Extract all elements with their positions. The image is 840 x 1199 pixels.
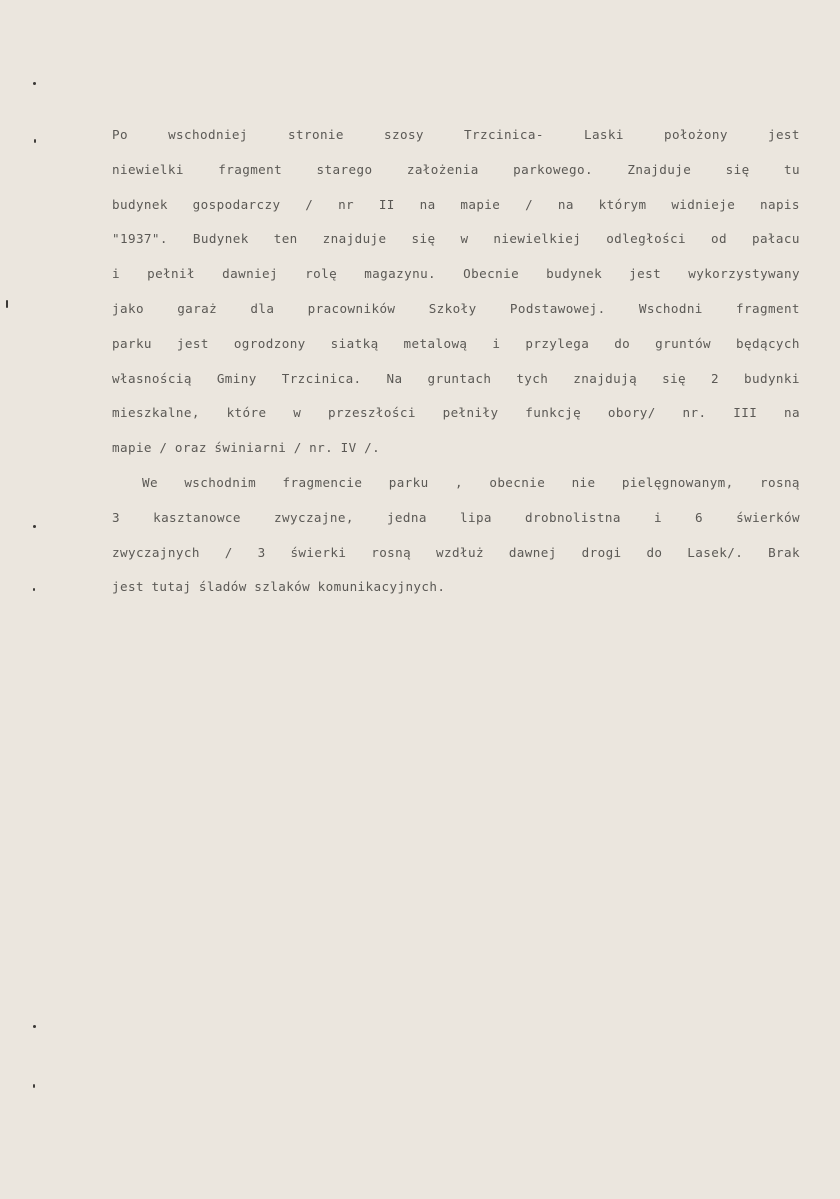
text-line bbox=[112, 333, 800, 368]
word: / bbox=[525, 196, 534, 212]
text-line bbox=[112, 437, 800, 472]
word: przeszłości bbox=[328, 405, 416, 421]
word: świerków bbox=[736, 509, 800, 525]
word: wschodniej bbox=[168, 127, 248, 142]
word: rosną bbox=[760, 474, 800, 490]
word: nr bbox=[338, 196, 355, 212]
word: pałacu bbox=[751, 231, 800, 247]
word: wykorzystywany bbox=[688, 266, 800, 282]
word: metalową bbox=[403, 335, 468, 351]
word: parku bbox=[112, 335, 152, 351]
word: ogrodzony bbox=[233, 335, 306, 351]
word: znajdują bbox=[573, 370, 638, 386]
word: jest bbox=[176, 335, 209, 351]
word: III bbox=[733, 405, 758, 421]
text-line bbox=[112, 228, 800, 263]
text-line bbox=[112, 507, 800, 542]
word: Budynek bbox=[192, 231, 249, 247]
word: świniarni bbox=[214, 440, 287, 456]
word: do bbox=[614, 335, 631, 351]
word: jedna bbox=[386, 509, 427, 525]
word: pracowników bbox=[307, 300, 396, 316]
word: i bbox=[653, 509, 662, 525]
word: IV bbox=[340, 440, 357, 456]
word: na bbox=[557, 196, 574, 212]
word: /. bbox=[364, 440, 381, 456]
word: jest bbox=[767, 127, 800, 142]
word: Lasek/. bbox=[687, 544, 744, 560]
word: starego bbox=[316, 161, 373, 177]
word: śladów bbox=[198, 579, 247, 595]
word: mieszkalne, bbox=[112, 405, 200, 421]
word: się bbox=[725, 161, 750, 177]
word: 6 bbox=[695, 509, 704, 525]
word: Gminy bbox=[216, 370, 257, 386]
word: jest bbox=[112, 579, 144, 595]
word: fragment bbox=[736, 300, 800, 316]
word: lipa bbox=[459, 509, 492, 525]
text-line bbox=[112, 124, 800, 159]
word: Podstawowej. bbox=[509, 300, 606, 316]
word: wzdłuż bbox=[436, 544, 484, 560]
word: Znajduje bbox=[627, 161, 692, 177]
word: pielęgnowanym, bbox=[621, 474, 734, 490]
word: / bbox=[293, 440, 302, 456]
word: gospodarczy bbox=[192, 196, 281, 212]
word: 3 bbox=[112, 509, 120, 525]
word: gruntach bbox=[427, 370, 492, 386]
word: / bbox=[159, 440, 168, 456]
word: parku bbox=[388, 474, 429, 490]
margin-mark bbox=[33, 82, 36, 85]
text-line bbox=[112, 194, 800, 229]
word: obecnie bbox=[489, 474, 546, 490]
margin-mark bbox=[33, 1084, 35, 1088]
word: rosną bbox=[371, 544, 412, 560]
word: garaż bbox=[177, 300, 218, 316]
word: widnieje bbox=[671, 196, 736, 212]
word: II bbox=[378, 196, 395, 212]
word: Trzcinica. bbox=[281, 370, 362, 386]
word: nie bbox=[571, 474, 596, 490]
word: fragment bbox=[218, 161, 283, 177]
word: magazynu. bbox=[364, 266, 437, 282]
word: nr. bbox=[309, 440, 334, 456]
word: które bbox=[226, 405, 267, 421]
word: napis bbox=[759, 196, 800, 212]
word: We bbox=[142, 474, 158, 490]
word: w bbox=[293, 405, 302, 421]
text-line bbox=[112, 472, 800, 507]
word: komunikacyjnych. bbox=[317, 579, 446, 595]
word: niewielki bbox=[112, 161, 184, 177]
word: się bbox=[662, 370, 687, 386]
word: rolę bbox=[305, 266, 338, 282]
word: świerki bbox=[290, 544, 347, 560]
word: / bbox=[224, 544, 233, 560]
word: będących bbox=[736, 335, 800, 351]
word: jako bbox=[112, 300, 144, 316]
word: mapie bbox=[460, 196, 501, 212]
word: odległości bbox=[606, 231, 687, 247]
word: mapie bbox=[112, 440, 152, 456]
word: Na bbox=[386, 370, 403, 386]
text-line bbox=[112, 159, 800, 194]
word: do bbox=[646, 544, 663, 560]
word: , bbox=[455, 474, 463, 490]
text-line bbox=[112, 263, 800, 298]
word: jest bbox=[629, 266, 662, 282]
word: i bbox=[112, 266, 120, 282]
word: funkcję bbox=[525, 405, 582, 421]
word: "1937". bbox=[112, 231, 168, 247]
word: przylega bbox=[525, 335, 590, 351]
word: Trzcinica- bbox=[464, 127, 544, 142]
body-text bbox=[112, 124, 800, 611]
word: siatką bbox=[330, 335, 379, 351]
word: Po bbox=[112, 127, 128, 142]
text-line bbox=[112, 368, 800, 403]
margin-mark bbox=[6, 300, 8, 308]
text-line bbox=[112, 298, 800, 333]
word: wschodnim bbox=[184, 474, 257, 490]
word: kasztanowce bbox=[153, 509, 241, 525]
word: na bbox=[783, 405, 800, 421]
word: stronie bbox=[288, 127, 344, 142]
word: / bbox=[305, 196, 314, 212]
word: tych bbox=[516, 370, 549, 386]
word: Wschodni bbox=[638, 300, 703, 316]
word: ten bbox=[273, 231, 298, 247]
text-line bbox=[112, 402, 800, 437]
word: Obecnie bbox=[463, 266, 520, 282]
word: własnością bbox=[112, 370, 192, 386]
text-line bbox=[112, 576, 800, 611]
word: nr. bbox=[682, 405, 707, 421]
word: znajduje bbox=[322, 231, 387, 247]
word: Szkoły bbox=[428, 300, 477, 316]
word: na bbox=[419, 196, 436, 212]
word: oraz bbox=[174, 440, 207, 456]
margin-mark bbox=[34, 139, 36, 143]
word: i bbox=[492, 335, 501, 351]
word: zwyczajne, bbox=[274, 509, 354, 525]
word: położony bbox=[664, 127, 728, 142]
word: którym bbox=[598, 196, 647, 212]
word: dawnej bbox=[508, 544, 557, 560]
word: szlaków bbox=[254, 579, 311, 595]
word: 3 bbox=[257, 544, 266, 560]
word: fragmencie bbox=[282, 474, 363, 490]
word: Brak bbox=[768, 544, 800, 560]
text-line bbox=[112, 542, 800, 577]
word: w bbox=[460, 231, 469, 247]
word: szosy bbox=[384, 127, 424, 142]
word: obory/ bbox=[607, 405, 656, 421]
word: 2 bbox=[711, 370, 720, 386]
word: niewielkiej bbox=[493, 231, 582, 247]
margin-mark bbox=[33, 1025, 36, 1028]
word: się bbox=[411, 231, 436, 247]
word: gruntów bbox=[655, 335, 712, 351]
word: tutaj bbox=[151, 579, 192, 595]
word: budynek bbox=[112, 196, 168, 212]
word: drogi bbox=[581, 544, 622, 560]
word: pełniły bbox=[442, 405, 499, 421]
word: założenia bbox=[406, 161, 479, 177]
word: zwyczajnych bbox=[112, 544, 200, 560]
word: budynki bbox=[744, 370, 800, 386]
word: pełnił bbox=[147, 266, 196, 282]
word: tu bbox=[784, 161, 800, 177]
word: dawniej bbox=[222, 266, 279, 282]
margin-mark bbox=[33, 588, 35, 591]
word: budynek bbox=[546, 266, 603, 282]
word: parkowego. bbox=[513, 161, 593, 177]
word: drobnolistna bbox=[525, 509, 621, 525]
word: od bbox=[711, 231, 727, 247]
word: Laski bbox=[583, 127, 624, 142]
margin-mark bbox=[33, 525, 36, 528]
word: dla bbox=[250, 300, 275, 316]
